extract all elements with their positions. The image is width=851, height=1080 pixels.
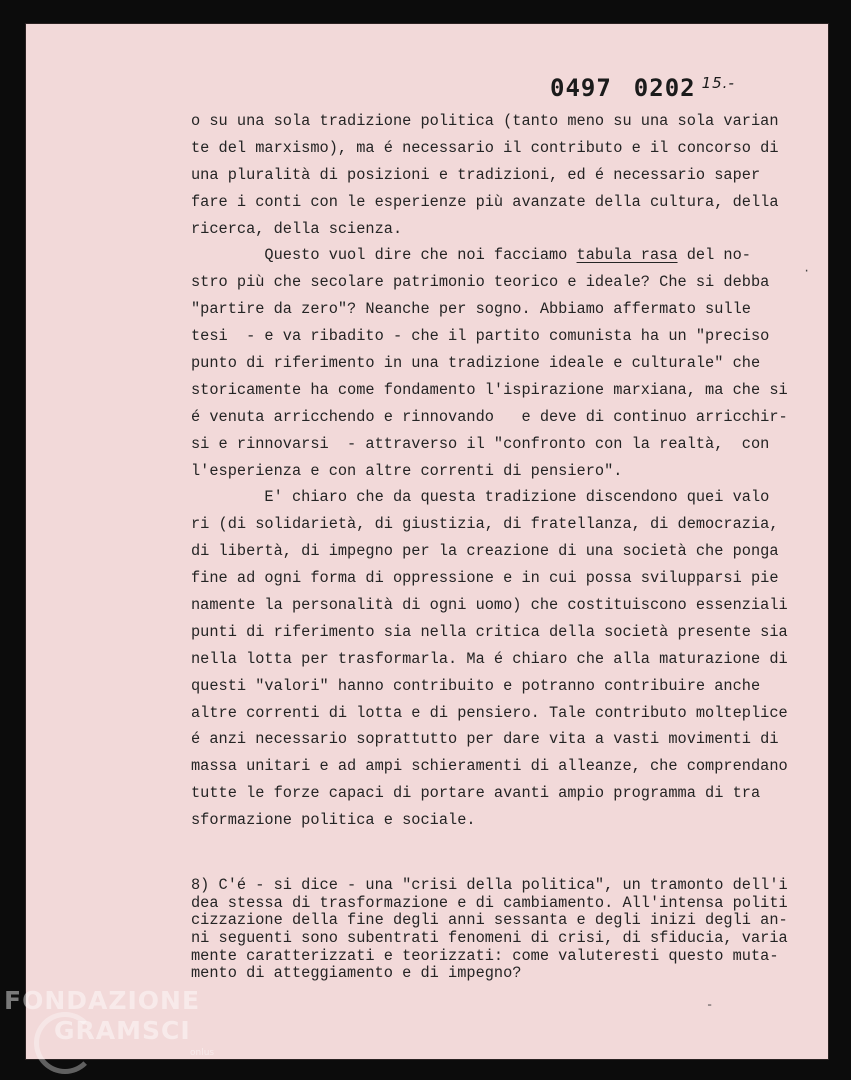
text-line: storicamente ha come fondamento l'ispirazione marxiana, ma che si: [191, 380, 788, 399]
text-line: di libertà, di impegno per la creazione di una società che ponga: [191, 542, 779, 561]
text-line: ricerca, della scienza.: [191, 219, 403, 238]
question-line: cizzazione della fine degli anni sessanta e degli inizi degli an-: [191, 911, 788, 930]
text-line: punti di riferimento sia nella critica della società presente sia: [191, 622, 788, 641]
page-number: [550, 74, 735, 102]
text-line: o su una sola tradizione politica (tanto meno su una sola varian: [191, 112, 779, 130]
question-line: dea stessa di trasformazione e di cambiamento. All'intensa politi: [191, 893, 788, 912]
handwritten-page-number: 15.-: [701, 74, 735, 92]
text-line: fare i conti con le esperienze più avanzate della cultura, della: [191, 192, 779, 211]
text-line: ri (di solidarietà, di giustizia, di fratellanza, di democrazia,: [191, 515, 779, 534]
question-paragraph: [191, 877, 811, 983]
text-line: tutte le forze capaci di portare avanti ampio programma di tra: [191, 784, 761, 803]
question-line: mente caratterizzati e teorizzati: come valuteresti questo muta-: [191, 946, 779, 965]
question-line: mento di atteggiamento e di impegno?: [191, 964, 522, 983]
main-paragraph: [191, 108, 811, 834]
watermark: [4, 986, 215, 1058]
question-line: 8) C'é - si dice - una "crisi della politica", un tramonto dell'i: [191, 876, 788, 894]
watermark-line2: GRAMSCI: [54, 1016, 191, 1045]
archive-code-1: 0497: [550, 74, 612, 102]
archive-code-2: 0202: [633, 74, 696, 102]
text-line: Questo vuol dire che noi facciamo tabula rasa del no-: [191, 246, 751, 265]
text-line: si e rinnovarsi - attraverso il "confronto con la realtà, con: [191, 434, 770, 453]
text-line: E' chiaro che da questa tradizione discendono quei valo: [191, 488, 770, 507]
document-page: [26, 24, 828, 1059]
watermark-line1: FONDAZIONE: [4, 986, 201, 1015]
text-line: altre correnti di lotta e di pensiero. Tale contributo molteplice: [191, 703, 788, 722]
text-line: fine ad ogni forma di oppressione e in cui possa svilupparsi pie: [191, 569, 779, 588]
text-line: questi "valori" hanno contribuito e potranno contribuire anche: [191, 676, 761, 695]
text-line: te del marxismo), ma é necessario il contributo e il concorso di: [191, 138, 779, 157]
text-line: tesi - e va ribadito - che il partito comunista ha un "preciso: [191, 327, 770, 346]
text-line: punto di riferimento in una tradizione ideale e culturale" che: [191, 354, 761, 373]
text-line: stro più che secolare patrimonio teorico e ideale? Che si debba: [191, 273, 770, 292]
text-line: nella lotta per trasformarla. Ma é chiaro che alla maturazione di: [191, 649, 788, 668]
text-line: una pluralità di posizioni e tradizioni, ed é necessario saper: [191, 165, 761, 184]
text-line: sformazione politica e sociale.: [191, 811, 476, 830]
text-line: namente la personalità di ogni uomo) che costituiscono essenziali: [191, 596, 788, 615]
text-line: é venuta arricchendo e rinnovando e deve di continuo arricchir-: [191, 407, 788, 426]
text-line: "partire da zero"? Neanche per sogno. Abbiamo affermato sulle: [191, 300, 751, 319]
watermark-suffix: onlus: [190, 1048, 215, 1058]
underlined-phrase: tabula rasa: [576, 246, 678, 265]
text-line: massa unitari e ad ampi schieramenti di alleanze, che comprendano: [191, 757, 788, 776]
question-line: ni seguenti sono subentrati fenomeni di crisi, di sfiducia, varia: [191, 929, 788, 948]
text-line: l'esperienza e con altre correnti di pensiero".: [191, 461, 623, 480]
text-line: é anzi necessario soprattutto per dare vita a vasti movimenti di: [191, 730, 779, 749]
stray-mark: ·: [803, 264, 811, 278]
stray-mark: -: [706, 998, 714, 1012]
